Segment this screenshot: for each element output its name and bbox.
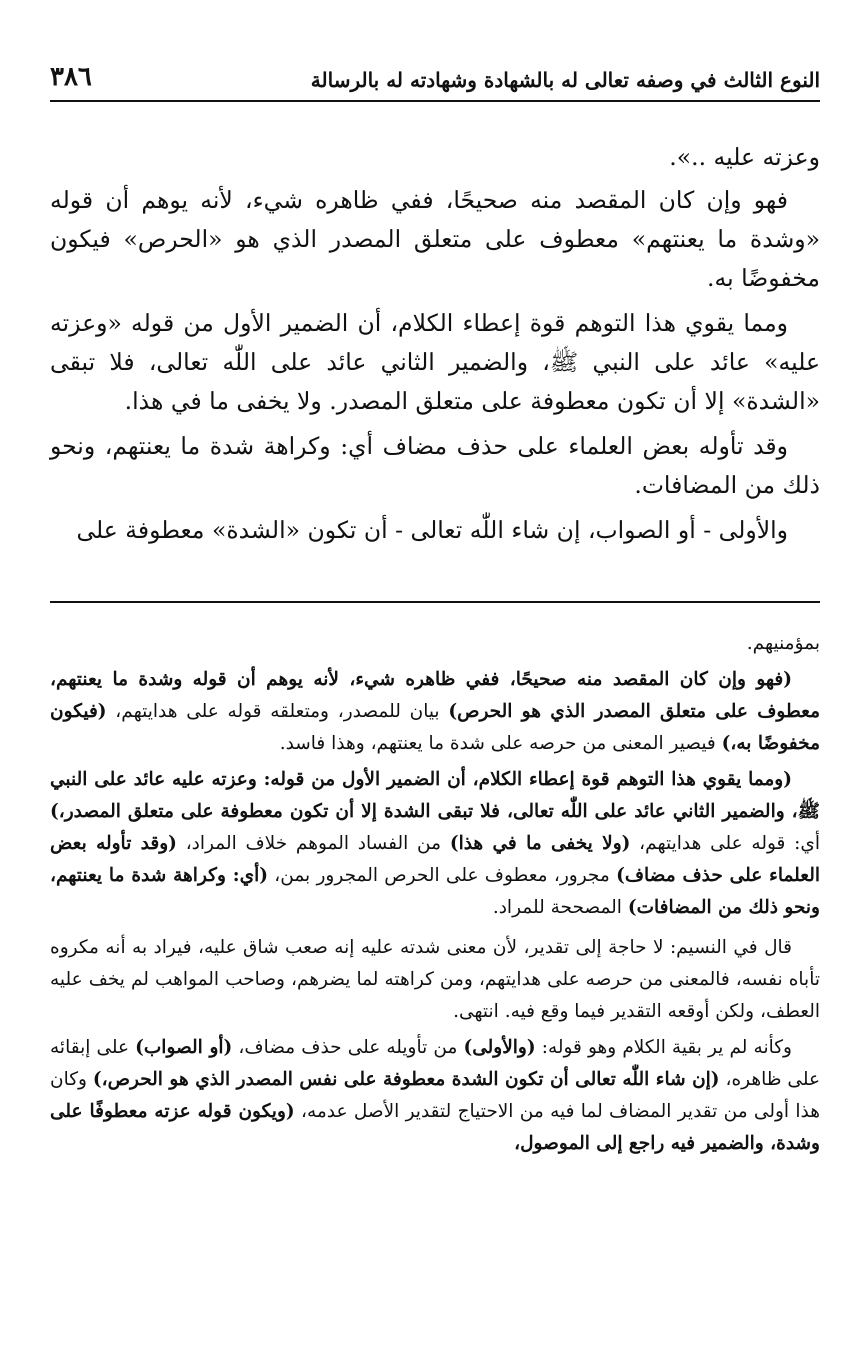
quoted-text: (ومما يقوي هذا التوهم قوة إعطاء الكلام، أن الضمير الأول من قوله: وعزته عليه عائد على النبي ﷺ، والضمير الثاني عائد على اللّٰه تعالى، فلا تبقى الشدة إلا أن تكون معطوفة على متعلق المصدر،) [50,769,820,822]
quoted-text: (فهو وإن كان المقصد منه صحيحًا، ففي ظاهره شيء، لأنه يوهم أن قوله وشدة ما يعنتهم، معطوف على متعلق المصدر الذي هو الحرص) [50,669,820,722]
quoted-text: (وقد تأوله بعض العلماء على حذف مضاف) [50,833,820,886]
commentary-paragraph [50,1032,820,1160]
quoted-text: (فيكون مخفوضًا به،) [50,701,820,754]
commentary-paragraph: بمؤمنيهم. [746,633,820,654]
quoted-text: (أي: وكراهة شدة ما يعنتهم، ونحو ذلك من المضافات) [50,865,820,918]
commentary-text: بيان للمصدر، ومتعلقه قوله على هدايتهم، [106,701,449,722]
quoted-text: (إن شاء اللّٰه تعالى أن تكون الشدة معطوفة على نفس المصدر الذي هو الحرص،) [92,1069,720,1090]
commentary-text: وكان هذا أولى من تقدير المضاف لما فيه من الاحتياج لتقدير الأصل عدمه، [50,1069,821,1122]
commentary-text: من تأويله على حذف مضاف، [232,1037,464,1058]
commentary-paragraph: قال في النسيم: لا حاجة إلى تقدير، لأن معنى شدته عليه إنه صعب شاق عليه، فيراد به أنه مكروه تأباه نفسه، فالمعنى من حرصه على هدايتهم، ومن كراهته لما يضرهم، وصاحب المواهب لم يخف عليه العطف، ولكن أوقعه التقدير فيما وقع فيه. انتهى. [50,937,820,1022]
quoted-text: (ولا يخفى ما في هذا) [449,833,631,854]
commentary-paragraph [50,664,820,760]
commentary-text: من الفساد الموهم خلاف المراد، [176,833,450,854]
main-paragraph: والأولى - أو الصواب، إن شاء اللّٰه تعالى - أن تكون «الشدة» معطوفة على [76,516,788,544]
footnote-divider [50,601,820,603]
commentary-text: المصححة للمراد. [492,897,628,918]
commentary [50,628,820,1164]
commentary-text: وكأنه لم ير بقية الكلام وهو قوله: [535,1037,792,1058]
commentary-text: فيصير المعنى من حرصه على شدة ما يعنتهم، وهذا فاسد. [279,733,722,754]
main-paragraph: فهو وإن كان المقصد منه صحيحًا، ففي ظاهره شيء، لأنه يوهم أن قوله «وشدة ما يعنتهم» معطوف على متعلق المصدر الذي هو «الحرص» فيكون مخفوضًا به. [50,186,820,292]
commentary-paragraph [50,764,820,924]
commentary-text: مجرور، معطوف على الحرص المجرور بمن، [267,865,617,886]
quoted-text: (والأولى) [463,1037,536,1058]
main-text [50,138,820,556]
commentary-text: أي: قوله على هدايتهم، [630,833,821,854]
page-header [50,62,820,102]
main-paragraph: وعزته عليه ..». [669,143,820,171]
quoted-text: (أو الصواب) [135,1037,233,1058]
commentary-text: على إبقائه على ظاهره، [50,1037,820,1090]
main-paragraph: ومما يقوي هذا التوهم قوة إعطاء الكلام، أن الضمير الأول من قوله «وعزته عليه» عائد على النبي ﷺ، والضمير الثاني عائد على اللّٰه تعالى، فلا تبقى «الشدة» إلا أن تكون معطوفة على متعلق المصدر. ولا يخفى ما في هذا. [50,309,820,415]
main-paragraph: وقد تأوله بعض العلماء على حذف مضاف أي: وكراهة شدة ما يعنتهم، ونحو ذلك من المضافات. [50,432,820,499]
running-title: النوع الثالث في وصفه تعالى له بالشهادة وشهادته له بالرسالة [310,68,820,92]
page-number: ٣٨٦ [50,62,92,92]
quoted-text: (ويكون قوله عزته معطوفًا على وشدة، والضمير فيه راجع إلى الموصول، [50,1101,820,1154]
